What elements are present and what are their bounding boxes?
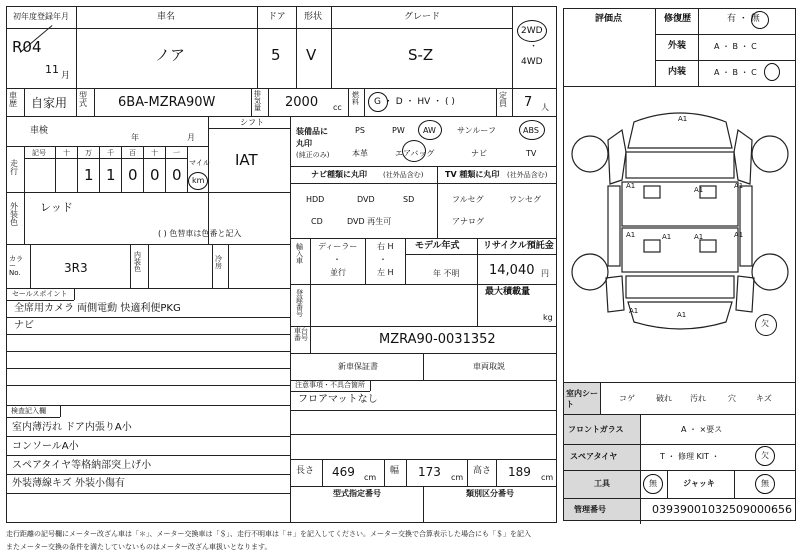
navi-label: ナビ種類に丸印 [311,170,367,179]
equipment-label: 装備品に丸印 [296,127,328,148]
capacity-label: 定員 [499,91,507,108]
rating-label: 評価点 [595,14,623,24]
equipment-leather: 本革 [352,149,368,158]
damage-mark: A1 [662,233,672,241]
drive-2wd: 2WD [521,26,543,36]
equipment-navi: ナビ [471,149,487,158]
exterior-grade-label: 外装 [668,41,687,51]
length-label: 長さ [296,466,315,476]
unit-ten-thousand: 万 [85,149,92,157]
doors-label: ドア [268,12,286,22]
navi-dvd-playback: DVD 再生可 [347,217,392,226]
shape-value: V [306,46,317,64]
grade-value: S-Z [408,46,434,64]
jack-value: 無 [761,479,769,488]
color-value: レッド [40,201,73,214]
import-dot: ・ [333,255,341,264]
type-label: 型式 [79,91,87,108]
model-name-label: 車名 [157,12,176,22]
spare-tire-options: T ・ 修理 KIT ・ [660,452,720,461]
interior-grade-circle [764,63,780,81]
shift-label: シフト [240,118,264,127]
mileage-label: 走行 [10,159,18,176]
spare-tire-label: スペアタイヤ [570,452,618,461]
fuel-label: 燃料 [352,91,359,106]
cc-unit: cc [333,103,342,112]
import-dealer: ディーラー [318,242,358,251]
color-no-label: カラーNo. [9,255,23,277]
damage-mark: A1 [626,231,636,239]
color-no-value: 3R3 [64,261,88,275]
equipment-aw: AW [423,126,436,135]
inspection-label: 車検 [30,126,49,136]
type-value: 6BA-MZRA90W [118,95,216,110]
inspector-note-line: 外装薄線キズ 外装小傷有 [12,478,125,489]
damage-mark: A1 [629,307,639,315]
displacement-value: 2000 [285,95,319,110]
repair-none-circle [751,11,769,29]
tv-label: TV 種類に丸印 [445,170,500,179]
km-label: km [192,176,205,185]
chassis-label: 車台番号 [294,327,308,342]
import-label: 輸入車 [296,243,303,265]
seat-option: 穴 [728,394,736,403]
fuel-options: G ・ D ・ HV ・ ( ) [374,97,455,107]
mileage-digit: 0 [150,166,160,184]
color-change-note: ( ) 色替車は色番と記入 [158,229,242,238]
sales-point-line: ナビ [14,320,34,331]
category-label: 類別区分番号 [466,489,514,498]
notes-value: フロアマットなし [298,394,378,405]
interior-grade-options: A ・ B ・ C [714,68,757,77]
type-designation-label: 型式指定番号 [333,489,381,498]
footer-note-2: またメーター交換の条件を満たしていないものはメーター改ざん車扱いとなります。 [6,543,272,551]
drive-dot: ・ [529,42,539,52]
tools-value: 無 [649,479,657,488]
seat-option: キズ [756,394,772,403]
exterior-grade-options: A ・ B ・ C [714,42,757,51]
width-value: 173 [418,465,441,479]
width-label: 幅 [390,466,400,476]
height-label: 高さ [473,466,492,476]
inspector-note-line: 室内薄汚れ ドア内張りA小 [12,422,132,433]
capacity-unit: 人 [541,103,549,112]
equipment-ps: PS [355,126,365,135]
mileage-sub: 記号 [32,149,46,157]
mileage-digit: 1 [106,166,116,184]
max-load-label: 最大積載量 [485,287,531,297]
tv-fullseg: フルセグ [452,195,484,204]
navi-hdd: HDD [306,195,325,204]
jack-label: ジャッキ [683,479,715,488]
first-reg-month: 11 [45,63,59,76]
first-reg-year: R04 [12,38,42,56]
unit-thousand: 千 [107,149,114,157]
import-parallel: 並行 [330,268,346,277]
inspection-year-unit: 年 [131,133,139,142]
equipment-airbag: エアバッグ [395,149,435,158]
missing-mark: 欠 [761,319,769,328]
recycle-label: リサイクル預託金 [483,241,554,251]
mileage-digit: 1 [84,166,94,184]
handle-dot: ・ [379,255,387,264]
inspection-month-unit: 月 [187,133,195,142]
mileage-digit: 0 [172,166,182,184]
damage-mark: A1 [626,182,636,190]
inspector-note-line: コンソールA小 [12,441,79,452]
windshield-options: A ・ ×要ス [681,425,723,434]
seat-option: コゲ [619,394,635,403]
damage-mark: A1 [677,311,687,319]
usage-label: 車歴 [9,91,17,108]
interior-grade-label: 内装 [668,67,687,77]
warranty-label: 新車保証書 [338,362,378,371]
yen-unit: 円 [541,269,549,278]
damage-mark: A1 [694,233,704,241]
height-cm: cm [541,473,554,482]
navi-cd: CD [311,217,323,226]
recycle-value: 14,040 [489,263,535,278]
manual-label: 車両取説 [473,362,505,371]
interior-color-label: 内装色 [134,251,141,273]
unit-ten-thousand-tens: 十 [63,149,70,157]
chassis-value: MZRA90-0031352 [379,332,496,347]
tv-sub: (社外品含む) [507,171,548,179]
seat-label: 室内シート [566,389,598,409]
unit-one: 一 [173,149,180,157]
navi-sd: SD [403,195,415,204]
tv-oneseg: ワンセグ [509,195,541,204]
handle-left: 左 H [377,268,394,277]
width-cm: cm [451,473,464,482]
handle-right: 右 H [377,242,394,251]
damage-mark: A1 [734,182,744,190]
mileage-digit: 0 [128,166,138,184]
seat-option: 破れ [656,394,672,403]
month-unit: 月 [61,71,71,81]
model-year-value: 年 不明 [433,269,460,278]
repair-label: 修復歴 [664,14,692,24]
equipment-tv: TV [526,149,537,158]
equipment-sunroof: サンルーフ [457,126,496,135]
inspector-note-line: スペアタイヤ等格納部突上げ小 [12,460,152,471]
kg-unit: kg [543,313,553,322]
ac-label: 冷房 [215,255,222,270]
model-year-label: モデル年式 [415,241,460,251]
grade-label: グレード [404,12,441,22]
reg-number-label: 登録番号 [296,289,303,318]
tv-analog: アナログ [452,217,484,226]
left-sheet [6,6,557,523]
tools-label: 工具 [594,479,610,488]
length-cm: cm [364,473,377,482]
mgmt-label: 管理番号 [574,505,606,514]
windshield-label: フロントガラス [568,425,624,434]
capacity-value: 7 [524,95,533,110]
notes-label: 注意事項・不具合箇所 [295,381,365,389]
spare-missing: 欠 [761,451,769,460]
drive-4wd: 4WD [521,57,543,67]
usage-value: 自家用 [31,96,68,110]
damage-mark: A1 [694,186,704,194]
first-reg-label: 初年度登録年月 [13,12,69,21]
model-name: ノア [155,46,186,64]
length-value: 469 [332,465,355,479]
repair-options: 有 ・ 無 [727,14,760,24]
mile-label: マイル [189,159,210,167]
mgmt-value: 03939001032509000656 [652,503,792,516]
equipment-sub: (純正のみ) [296,151,330,159]
navi-sub: (社外品含む) [383,171,424,179]
doors-value: 5 [271,46,281,64]
navi-dvd: DVD [357,195,375,204]
footer-note-1: 走行距離の記号欄にメーター改ざん車は「＊」、メーター交換車は「＄」、走行不明車は「＃」を記入してください。メーター交換で合算表示した場合にも「＄」を記入 [6,530,531,538]
shape-label: 形状 [304,12,323,22]
color-label: 外装色 [10,202,18,227]
shift-value: IAT [235,151,258,169]
damage-mark: A1 [734,231,744,239]
unit-hundred: 百 [129,149,136,157]
displacement-label: 排気量 [254,90,261,112]
seat-option: 汚れ [690,394,706,403]
inspector-notes-label: 検査記入欄 [11,407,46,415]
unit-ten: 十 [151,149,158,157]
height-value: 189 [508,465,531,479]
sales-point-line: 全席用カメラ 両側電動 快適利便PKG [14,303,181,314]
equipment-abs: ABS [523,126,539,135]
damage-mark: A1 [678,115,688,123]
sales-point-label: セールスポイント [12,290,68,298]
equipment-pw: PW [392,126,405,135]
